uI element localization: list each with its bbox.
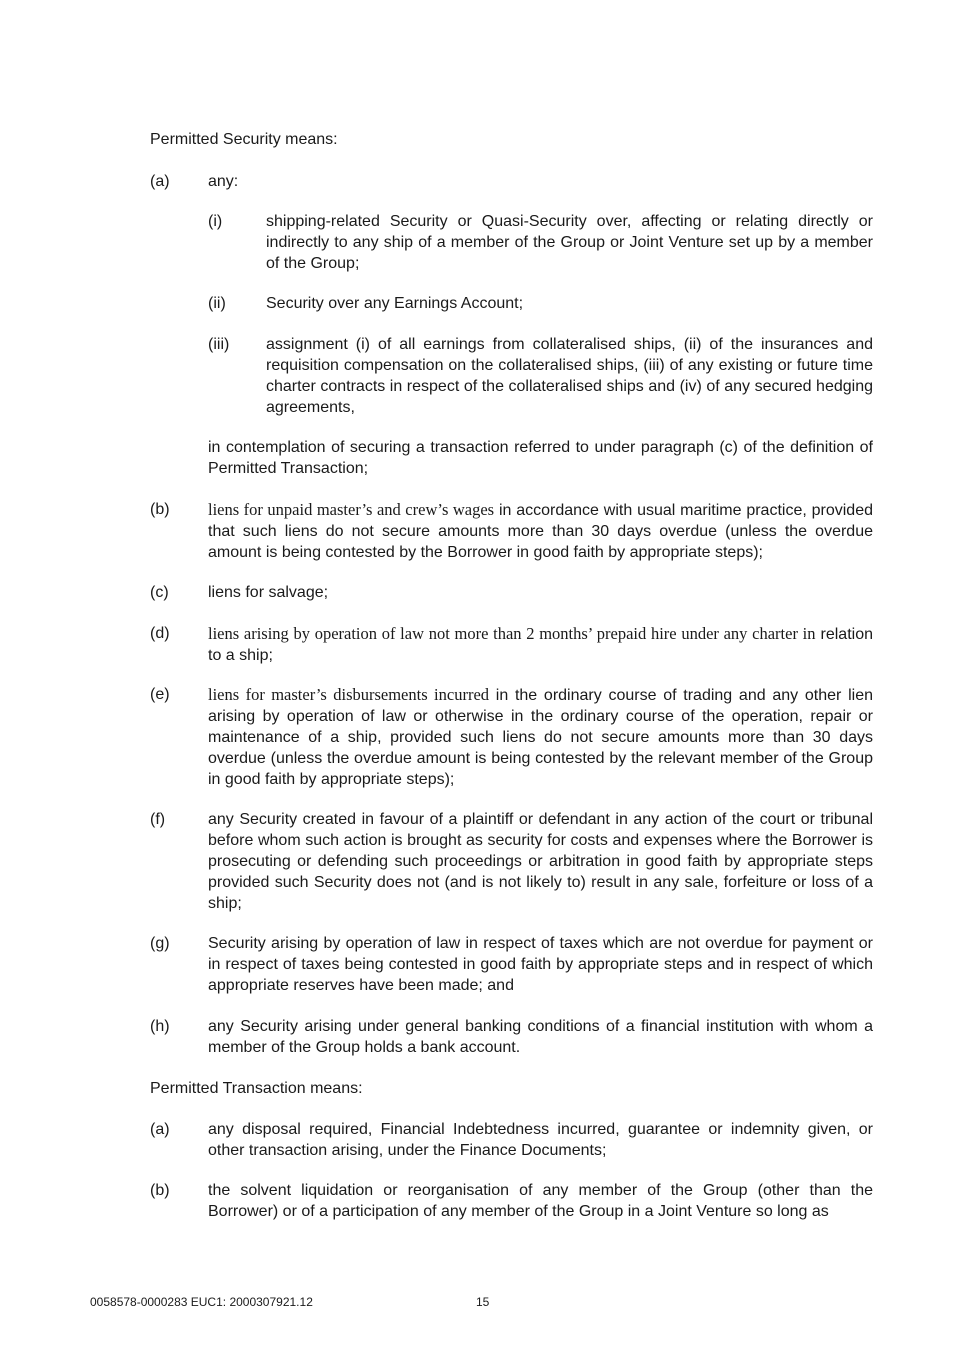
pt-item-a bbox=[150, 1119, 873, 1161]
item-text: the solvent liquidation or reorganisation of any member of the Group (other than the Borrower) or of a participation of any member of the Group in a Joint Venture so long as bbox=[208, 1182, 873, 1220]
item-label: (h) bbox=[150, 1018, 170, 1035]
item-text-serif: liens arising by operation of law not more than 2 months’ prepaid hire under any charter in bbox=[208, 624, 816, 643]
item-label: (e) bbox=[150, 686, 170, 703]
item-label: (f) bbox=[150, 811, 166, 828]
item-text bbox=[208, 623, 873, 666]
item-text bbox=[208, 684, 873, 790]
item-text: any Security arising under general banking conditions of a financial institution with whom a member of the Group holds a bank account. bbox=[208, 1018, 873, 1056]
ps-subitem-iii bbox=[208, 334, 873, 418]
item-label: (c) bbox=[150, 584, 169, 601]
ps-item-c bbox=[150, 582, 873, 603]
item-label: (b) bbox=[150, 1182, 170, 1199]
item-text-serif: liens for master’s disbursements incurred bbox=[208, 685, 490, 704]
item-text-rest: in accordance with usual maritime practice, provided that such liens do not secure amounts more than 30 days overdue (unless the overdue amount is being contested by the Borrower in good faith by appropriate steps); bbox=[208, 502, 873, 561]
item-label: (b) bbox=[150, 501, 170, 518]
item-text: liens for salvage; bbox=[208, 584, 329, 601]
pt-item-b bbox=[150, 1180, 873, 1222]
ps-subitem-ii bbox=[208, 293, 873, 314]
subitem-text: shipping-related Security or Quasi-Security over, affecting or relating directly or indirectly to any ship of a member of the Group or Joint Venture set up by a member of the Group; bbox=[266, 213, 873, 272]
item-text-serif: liens for unpaid master’s and crew’s wages bbox=[208, 500, 495, 519]
item-text: any: bbox=[208, 173, 239, 190]
ps-item-a bbox=[150, 171, 873, 192]
ps-subitem-i bbox=[208, 211, 873, 274]
item-label: (a) bbox=[150, 1121, 170, 1138]
item-text bbox=[208, 499, 873, 563]
item-label: (g) bbox=[150, 935, 170, 952]
subitem-label: (ii) bbox=[208, 295, 226, 312]
item-label: (a) bbox=[150, 173, 170, 190]
footer-document-reference: 0058578-0000283 EUC1: 2000307921.12 bbox=[90, 1295, 313, 1309]
ps-item-d bbox=[150, 623, 873, 666]
item-label: (d) bbox=[150, 625, 170, 642]
item-text: any Security created in favour of a plaintiff or defendant in any action of the court or tribunal before whom such action is brought as security for costs and expenses where the Borrower is prosecuting or defending such proceedings or arbitration in good faith by appropriate steps provided such Security does not (and is not likely to) result in any sale, forfeiture or loss of a ship; bbox=[208, 811, 873, 912]
ps-item-h bbox=[150, 1016, 873, 1058]
item-text: Security arising by operation of law in respect of taxes which are not overdue for payment or in respect of taxes being contested in good faith by appropriate steps and in respect of which appropriate reserves have been made; and bbox=[208, 935, 873, 994]
subitem-text: assignment (i) of all earnings from collateralised ships, (ii) of the insurances and requisition compensation on the collateralised ships, (iii) of any existing or future time charter contracts in respect of the collateralised ships and (iv) of any secured hedging agreements, bbox=[266, 336, 873, 416]
subitem-label: (iii) bbox=[208, 336, 230, 353]
permitted-security-heading: Permitted Security means: bbox=[150, 131, 338, 148]
ps-item-e bbox=[150, 684, 873, 790]
item-text-rest: in the ordinary course of trading and any other lien arising by operation of law or otherwise in the ordinary course of the operation, repair or maintenance of a ship, provided such liens do not secure amounts more than 30 days overdue (unless the overdue amount is being contested by the relevant member of the Group in good faith by appropriate steps); bbox=[208, 687, 873, 788]
item-text-rest: relation to a ship; bbox=[208, 626, 873, 664]
item-text: any disposal required, Financial Indebtedness incurred, guarantee or indemnity given, or other transaction arising, under the Finance Documents; bbox=[208, 1121, 873, 1159]
ps-item-b bbox=[150, 499, 873, 563]
ps-item-a-continuation: in contemplation of securing a transaction referred to under paragraph (c) of the definition of Permitted Transaction; bbox=[208, 439, 873, 477]
ps-item-f bbox=[150, 809, 873, 914]
ps-item-g bbox=[150, 933, 873, 996]
permitted-transaction-heading: Permitted Transaction means: bbox=[150, 1080, 363, 1097]
subitem-text: Security over any Earnings Account; bbox=[266, 295, 524, 312]
footer-page-number: 15 bbox=[476, 1295, 490, 1309]
subitem-label: (i) bbox=[208, 213, 223, 230]
